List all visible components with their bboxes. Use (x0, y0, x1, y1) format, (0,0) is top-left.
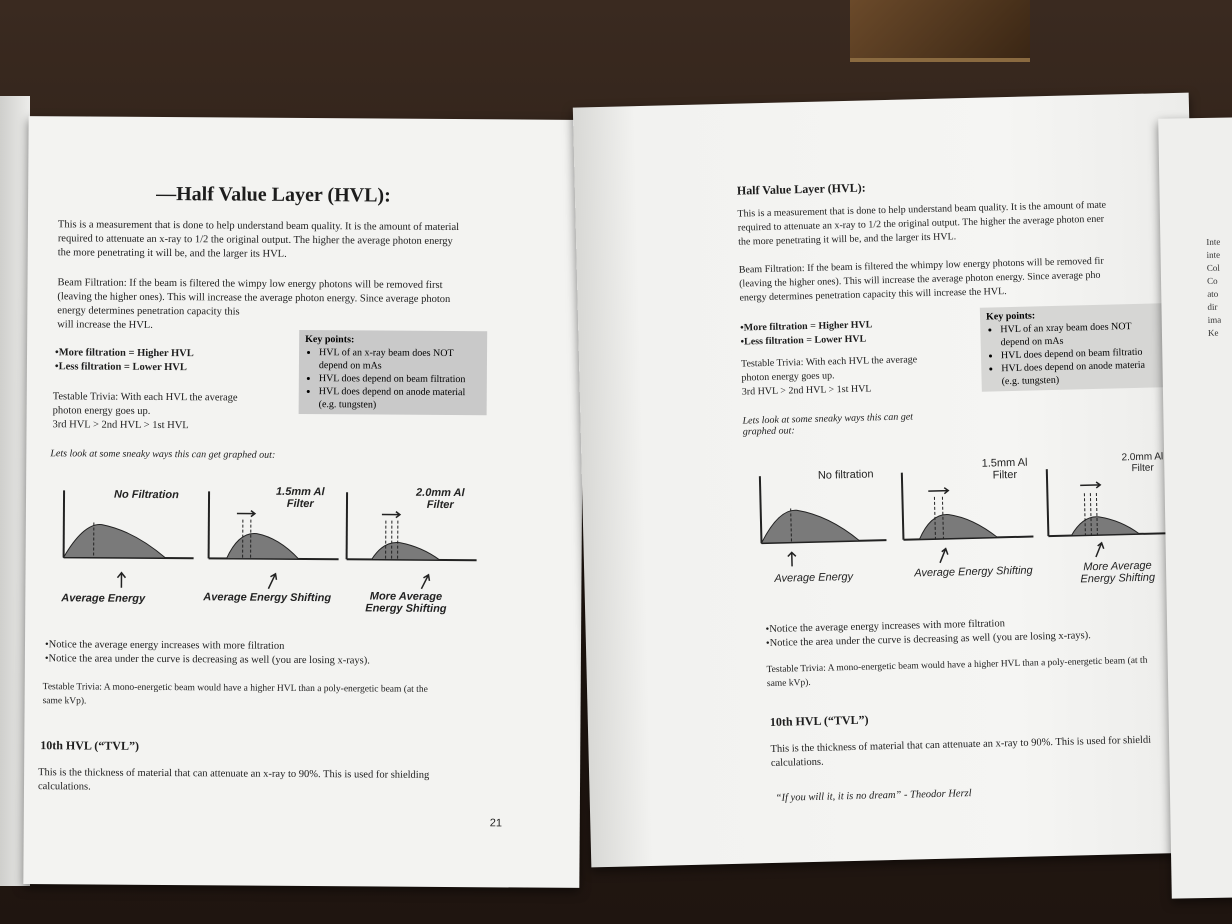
left-graph-intro: Lets look at some sneaky ways this can get graphed out: (50, 448, 276, 461)
right-trivia-1: Testable Trivia: With each HVL the average photon energy goes up. 3rd HVL > 2nd HVL > 1st HVL (740, 354, 918, 398)
graph-label-2.0mm: 2.0mm Al Filter (416, 486, 465, 512)
graph-label-no-filtration: No Filtration (114, 488, 179, 502)
graph-label-1.5mm: 1.5mm Al Filter (276, 485, 325, 511)
right-intro: This is a measurement that is done to help understand beam quality. It is the amount of mate required to attenuate an x-ray to 1/2 the original output. The higher the average photon ener the more penetrating it will be, and the larger its HVL. (737, 199, 1107, 248)
arrow-up-icon (117, 573, 125, 588)
r-caption-energy-shifting: Average Energy Shifting (914, 564, 1033, 580)
right-notice: •Notice the average energy increases with more filtration •Notice the area under the curve is decreasing as well (you are losing x-rays). (765, 618, 1091, 650)
right-beam-filtration: Beam Filtration: If the beam is filtered the whimpy low energy photons will be removed fir (leaving the higher ones). This will increase the average photon energy. Since average pho energy determines penetration capacity this will increase the HVL. (738, 255, 1104, 304)
caption-more-shifting: More Average Energy Shifting (365, 590, 447, 615)
caption-energy-shifting: Average Energy Shifting (203, 591, 332, 605)
right-page (573, 93, 1207, 868)
third-page-text: Inte inte Col Co ato dir ima Ke (1206, 236, 1222, 338)
r-caption-more-shifting: More Average Energy Shifting (1080, 559, 1156, 586)
arrow-up-icon (788, 552, 796, 566)
caption-average-energy: Average Energy (61, 592, 146, 605)
arrow-up-icon (1096, 543, 1104, 557)
left-intro: This is a measurement that is done to help understand beam quality. It is the amount of material required to attenuate an x-ray to 1/2 the original output. The higher the average photon energy the more penetrating it will be, and the larger its HVL. (57, 219, 460, 260)
right-graph-intro: Lets look at some sneaky ways this can get graphed out: (742, 411, 914, 438)
left-title: —Half Value Layer (HVL): (156, 182, 391, 207)
r-graph-label-1.5mm: 1.5mm Al Filter (981, 456, 1028, 482)
arrow-up-icon (940, 549, 948, 563)
quote: “If you will it, it is no dream” - Theodor Herzl (775, 788, 972, 804)
right-key-points: Key points: • HVL of an xray beam does NOT depend on mAs • HVL does depend on beam filtratio • HVL does depend on anode materia (e.g. tungsten) (980, 303, 1164, 391)
right-title: Half Value Layer (HVL): (736, 180, 866, 198)
left-trivia-2: Testable Trivia: A mono-energetic beam would have a higher HVL than a poly-energetic beam (at the same kVp). (42, 682, 428, 707)
left-page (23, 116, 584, 888)
left-notice: •Notice the average energy increases with more filtration •Notice the area under the curve is decreasing as well (you are losing x-rays). (44, 639, 370, 667)
left-key-points: Key points: • HVL of an x-ray beam does NOT depend on mAs • HVL does depend on beam filtration • HVL does depend on anode material (e.g. tungsten) (299, 330, 488, 415)
page-number: 21 (489, 817, 503, 830)
third-page-edge (1158, 117, 1232, 898)
right-tvl-title: 10th HVL (“TVL”) (769, 712, 869, 730)
arrow-up-icon (421, 575, 429, 589)
r-caption-average-energy: Average Energy (774, 570, 854, 585)
r-graph-label-no-filtration: No filtration (817, 468, 874, 482)
left-trivia-1: Testable Trivia: With each HVL the average photon energy goes up. 3rd HVL > 2nd HVL > 1st HVL (52, 391, 238, 432)
left-filtration-rules: •More filtration = Higher HVL •Less filtration = Lower HVL (54, 347, 194, 374)
left-tvl-text: This is the thickness of material that can attenuate an x-ray to 90%. This is used for shielding calculations. (37, 767, 430, 793)
left-tvl-title: 10th HVL (“TVL”) (40, 738, 140, 753)
arrow-up-icon (268, 574, 276, 589)
right-trivia-2: Testable Trivia: A mono-energetic beam would have a higher HVL than a poly-energetic beam (at th same kVp). (766, 655, 1148, 690)
right-filtration-rules: •More filtration = Higher HVL •Less filtration = Lower HVL (740, 319, 873, 348)
r-graph-label-2.0mm: 2.0mm Al Filter (1121, 451, 1164, 475)
picture-frame-corner (850, 0, 1030, 62)
right-tvl-text: This is the thickness of material that can attenuate an x-ray to 90%. This is used for shieldi calculations. (770, 734, 1152, 769)
left-beam-filtration: Beam Filtration: If the beam is filtered the wimpy low energy photons will be removed first (leaving the higher ones). This will increase the average photon energy. Since average photon energy determines penetration capacity this will increase the HVL. (57, 277, 451, 331)
